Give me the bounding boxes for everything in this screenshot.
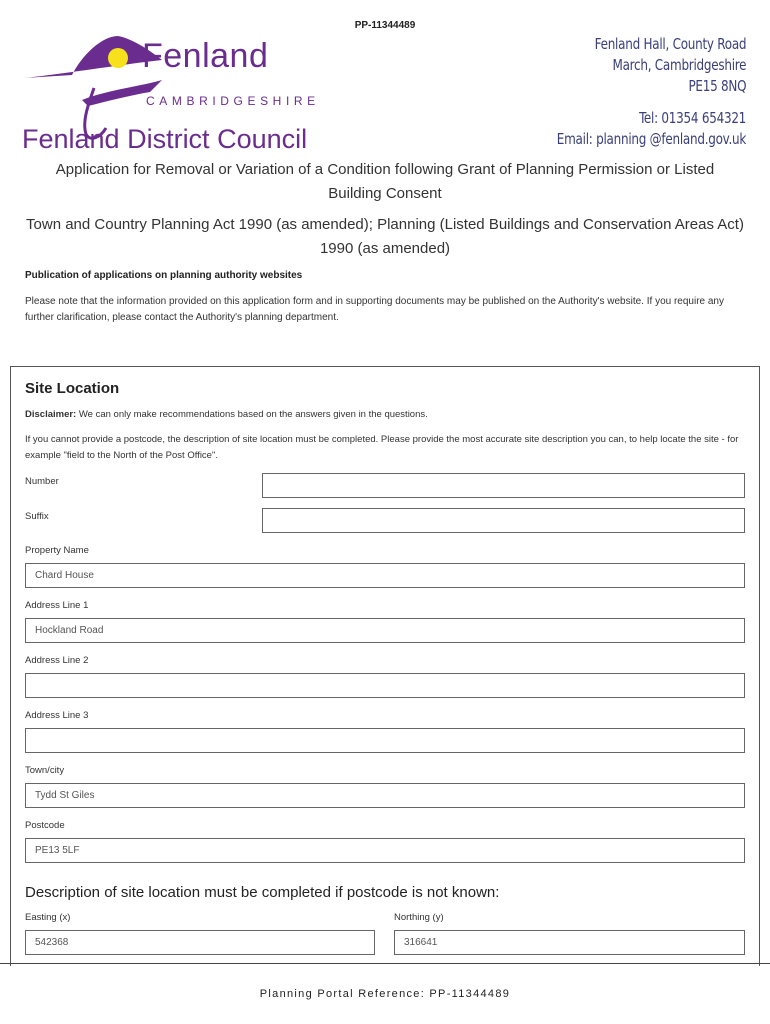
- northing-field[interactable]: 316641: [394, 930, 745, 955]
- number-field[interactable]: [262, 473, 745, 498]
- email: Email: planning @fenland.gov.uk: [556, 130, 746, 148]
- address-line-3-label: Address Line 3: [25, 710, 89, 721]
- description-heading: Description of site location must be completed if postcode is not known:: [25, 884, 500, 901]
- property-name-field[interactable]: Chard House: [25, 563, 745, 588]
- logo-name: Fenland: [142, 37, 269, 75]
- council-contact: [526, 108, 746, 150]
- easting-field[interactable]: 542368: [25, 930, 375, 955]
- northing-label: Northing (y): [394, 912, 444, 923]
- suffix-field[interactable]: [262, 508, 745, 533]
- footer-reference: Planning Portal Reference: PP-11344489: [259, 988, 511, 1000]
- town-field[interactable]: Tydd St Giles: [25, 783, 745, 808]
- address-line-2-field[interactable]: [25, 673, 745, 698]
- telephone: Tel: 01354 654321: [639, 109, 746, 127]
- postcode-note: If you cannot provide a postcode, the description of site location must be completed. Please provide the most accurate site description you can, to help locate the site - for example "field to the North of the Post Office".: [25, 434, 739, 461]
- logo-council: Fenland District Council: [22, 124, 308, 154]
- postcode-label: Postcode: [25, 820, 65, 831]
- top-reference: PP-11344489: [354, 20, 416, 31]
- address-line-2: March, Cambridgeshire: [612, 56, 746, 74]
- property-name-label: Property Name: [25, 545, 89, 556]
- town-label: Town/city: [25, 765, 65, 776]
- address-postcode: PE15 8NQ: [688, 77, 746, 95]
- address-line-2-label: Address Line 2: [25, 655, 89, 666]
- disclaimer-text: We can only make recommendations based on the answers given in the questions.: [76, 409, 428, 420]
- form-act: Town and Country Planning Act 1990 (as amended); Planning (Listed Buildings and Conservation Areas Act) 1990 (as amended): [26, 216, 744, 257]
- form-title: Application for Removal or Variation of a Condition following Grant of Planning Permission or Listed Building Consent: [55, 161, 715, 202]
- publication-heading: Publication of applications on planning authority websites: [25, 270, 303, 281]
- logo-county: CAMBRIDGESHIRE: [146, 94, 320, 108]
- address-line-1-field[interactable]: Hockland Road: [25, 618, 745, 643]
- postcode-field[interactable]: PE13 5LF: [25, 838, 745, 863]
- address-line-1: Fenland Hall, County Road: [594, 35, 746, 53]
- address-line-3-field[interactable]: [25, 728, 745, 753]
- publication-text: Please note that the information provided on this application form and in supporting documents may be published on the Authority's website. If you require any further clarification, please contact the Authority's planning department.: [25, 296, 724, 323]
- address-line-1-label: Address Line 1: [25, 600, 89, 611]
- page-divider: [0, 963, 770, 964]
- easting-label: Easting (x): [25, 912, 71, 923]
- number-label: Number: [25, 476, 59, 487]
- suffix-label: Suffix: [25, 511, 49, 522]
- disclaimer-label: Disclaimer:: [25, 409, 77, 420]
- disclaimer: [25, 407, 745, 423]
- site-location-heading: Site Location: [25, 380, 120, 397]
- council-address: [570, 34, 746, 97]
